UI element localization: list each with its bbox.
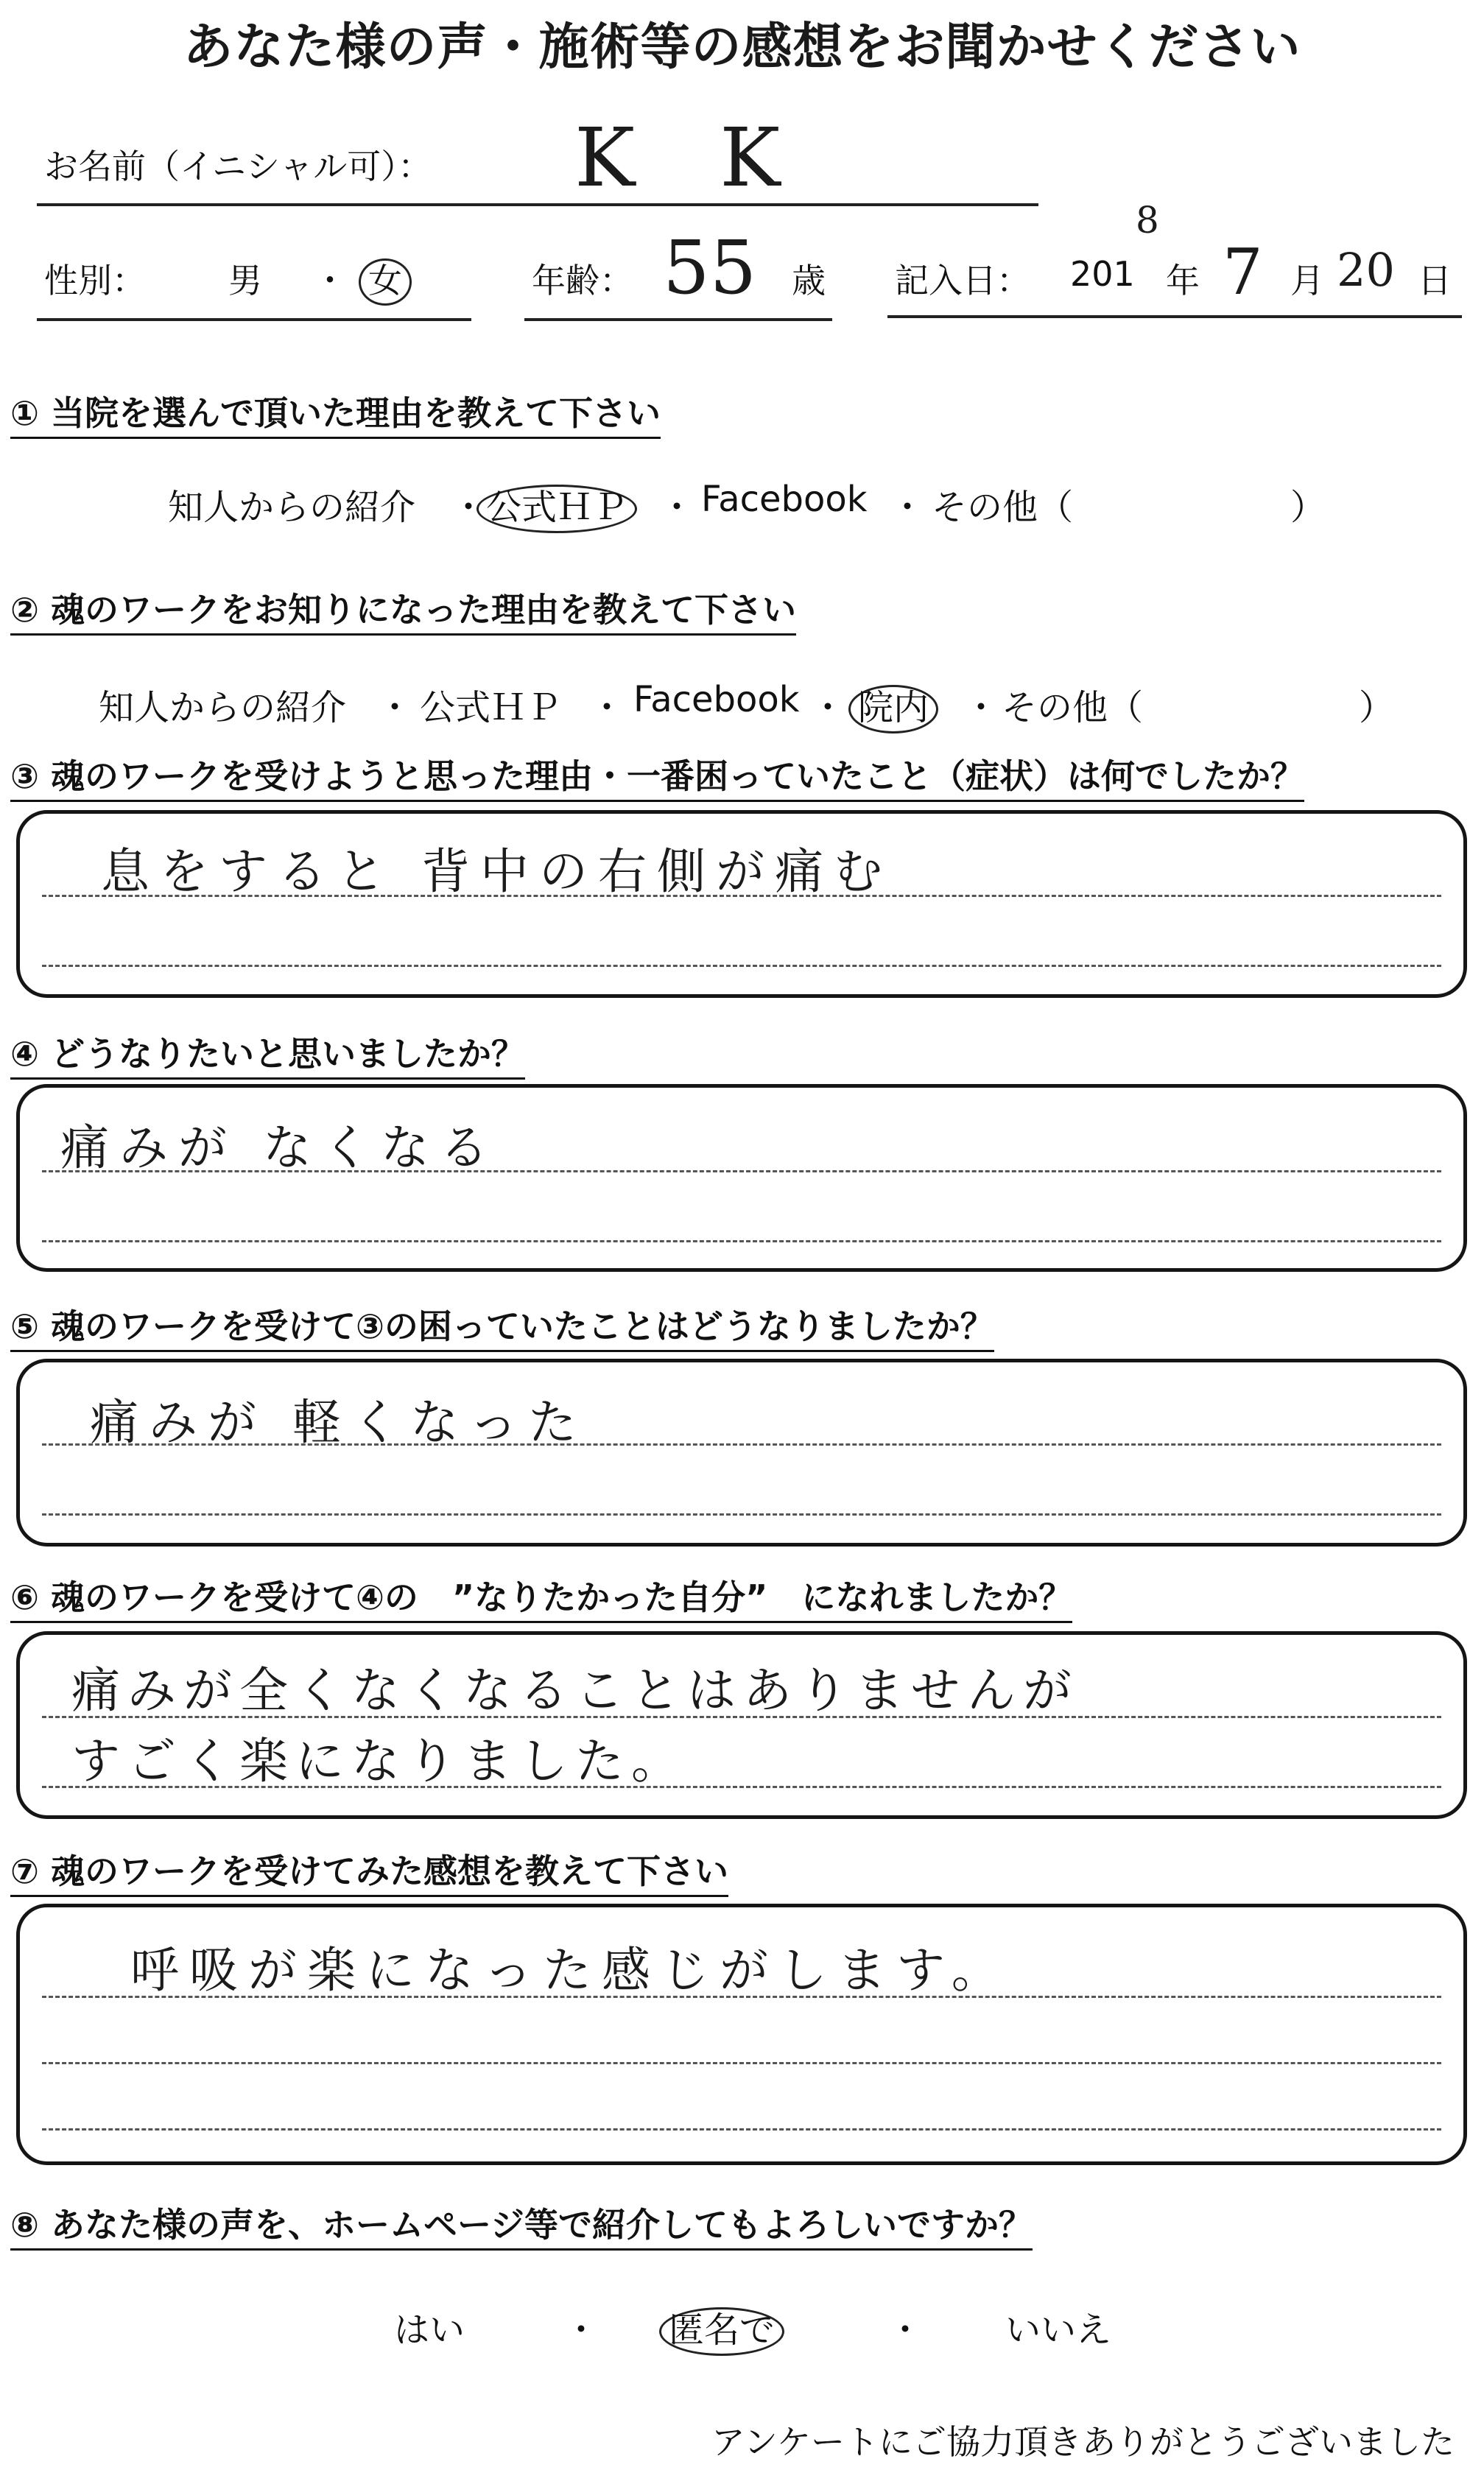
q5-heading: ⑤ 魂のワークを受けて③の困っていたことはどうなりましたか？ — [10, 1300, 994, 1352]
q2-option-other[interactable]: その他（ — [1002, 687, 1144, 728]
q1-heading: ① 当院を選んで頂いた理由を教えて下さい — [10, 387, 661, 439]
q8-options — [0, 2301, 1484, 2360]
q2-heading: ② 魂のワークをお知りになった理由を教えて下さい — [10, 583, 796, 636]
q3-answer-box[interactable] — [16, 810, 1467, 998]
q5-answer-box[interactable] — [16, 1359, 1467, 1547]
q3-heading: ③ 魂のワークを受けようと思った理由・一番困っていたこと（症状）は何でしたか？ — [10, 750, 1304, 802]
q2-sep-2: ・ — [589, 687, 625, 728]
q4-heading: ④ どうなりたいと思いましたか？ — [10, 1027, 525, 1080]
q8-sep-1: ・ — [563, 2309, 599, 2351]
name-value[interactable]: K K — [574, 110, 810, 205]
q7-answer-line-2 — [42, 2062, 1441, 2064]
q1-option-acquaintance[interactable]: 知人からの紹介 — [168, 487, 416, 528]
date-month-value[interactable]: 7 — [1223, 236, 1263, 309]
gender-male[interactable]: 男 — [228, 261, 262, 300]
q2-sep-1: ・ — [377, 687, 413, 728]
q2-sep-4: ・ — [963, 687, 999, 728]
q6-heading: ⑥ 魂のワークを受けて④の ”なりたかった自分” になれましたか？ — [10, 1571, 1072, 1623]
q2-option-facebook[interactable]: Facebook — [633, 679, 800, 720]
q8-option-anonymous-label: 匿名で — [659, 2307, 784, 2356]
age-underline — [524, 318, 832, 321]
gender-separator: ・ — [313, 261, 347, 300]
gender-label: 性別： — [44, 261, 146, 300]
page-title: あなた様の声・施術等の感想をお聞かせください — [183, 18, 1301, 77]
q1-options — [0, 479, 1484, 530]
date-label: 記入日： — [895, 261, 1030, 300]
q2-option-acquaintance[interactable]: 知人からの紹介 — [99, 687, 347, 728]
q2-sep-3: ・ — [810, 687, 846, 728]
name-underline — [37, 203, 1038, 206]
q6-answer-text-line-2: すごく楽になりました。 — [71, 1733, 687, 1790]
q2-option-website[interactable]: 公式ＨＰ — [420, 687, 562, 728]
q7-heading: ⑦ 魂のワークを受けてみた感想を教えて下さい — [10, 1845, 728, 1897]
q1-sep-3: ・ — [890, 487, 926, 528]
date-underline — [887, 315, 1462, 318]
q1-option-other[interactable]: その他（ — [932, 487, 1074, 528]
q5-answer-line-2 — [42, 1513, 1441, 1516]
q1-sep-1: ・ — [451, 487, 487, 528]
gender-female-option: 女 — [359, 258, 412, 306]
q1-option-other-close: ） — [1290, 487, 1326, 528]
q6-answer-box[interactable] — [16, 1631, 1467, 1819]
q7-answer-text: 呼吸が楽になった感じがします。 — [130, 1942, 1010, 1999]
q7-answer-box[interactable] — [16, 1904, 1467, 2165]
age-unit: 歳 — [792, 261, 826, 300]
q1-option-website[interactable] — [486, 479, 637, 529]
q7-answer-line-3 — [42, 2128, 1441, 2131]
q8-sep-2: ・ — [887, 2309, 924, 2351]
q3-answer-text: 息をすると 背中の右側が痛む — [101, 843, 893, 900]
q4-answer-line-2 — [42, 1240, 1441, 1242]
date-day-unit: 日 — [1418, 261, 1452, 300]
q4-answer-box[interactable] — [16, 1084, 1467, 1272]
q1-sep-2: ・ — [659, 487, 695, 528]
date-year-unit: 年 — [1166, 261, 1200, 300]
q3-answer-line-2 — [42, 965, 1441, 967]
q4-answer-text: 痛みが なくなる — [60, 1119, 499, 1176]
age-label: 年齢： — [532, 261, 633, 300]
date-month-unit: 月 — [1290, 261, 1324, 300]
date-year-printed: 201 — [1070, 254, 1135, 294]
date-day-value[interactable]: 20 — [1337, 243, 1395, 297]
age-value[interactable]: 55 — [663, 225, 757, 311]
gender-underline — [37, 318, 471, 321]
q2-options — [0, 679, 1484, 731]
gender-female[interactable] — [368, 254, 412, 303]
q8-option-anonymous[interactable] — [669, 2301, 784, 2352]
q1-option-website-label: 公式ＨＰ — [477, 485, 637, 533]
q1-option-facebook[interactable]: Facebook — [701, 479, 868, 520]
q8-heading: ⑧ あなた様の声を、ホームページ等で紹介してもよろしいですか？ — [10, 2198, 1033, 2251]
q8-option-no[interactable]: いいえ — [1005, 2309, 1112, 2351]
q6-answer-text-line-1: 痛みが全くなくなることはありませんが — [71, 1662, 1079, 1719]
footer-thanks: アンケートにご協力頂きありがとうございました — [711, 2422, 1455, 2462]
date-year-digit[interactable]: 8 — [1136, 199, 1159, 242]
q2-option-other-close: ） — [1359, 687, 1395, 728]
q5-answer-text: 痛みが 軽くなった — [90, 1394, 587, 1451]
q2-option-in-clinic[interactable] — [858, 679, 938, 730]
q2-option-in-clinic-label: 院内 — [848, 685, 938, 733]
q8-option-yes[interactable]: はい — [394, 2309, 465, 2351]
name-label: お名前（イニシャル可）： — [44, 147, 432, 186]
